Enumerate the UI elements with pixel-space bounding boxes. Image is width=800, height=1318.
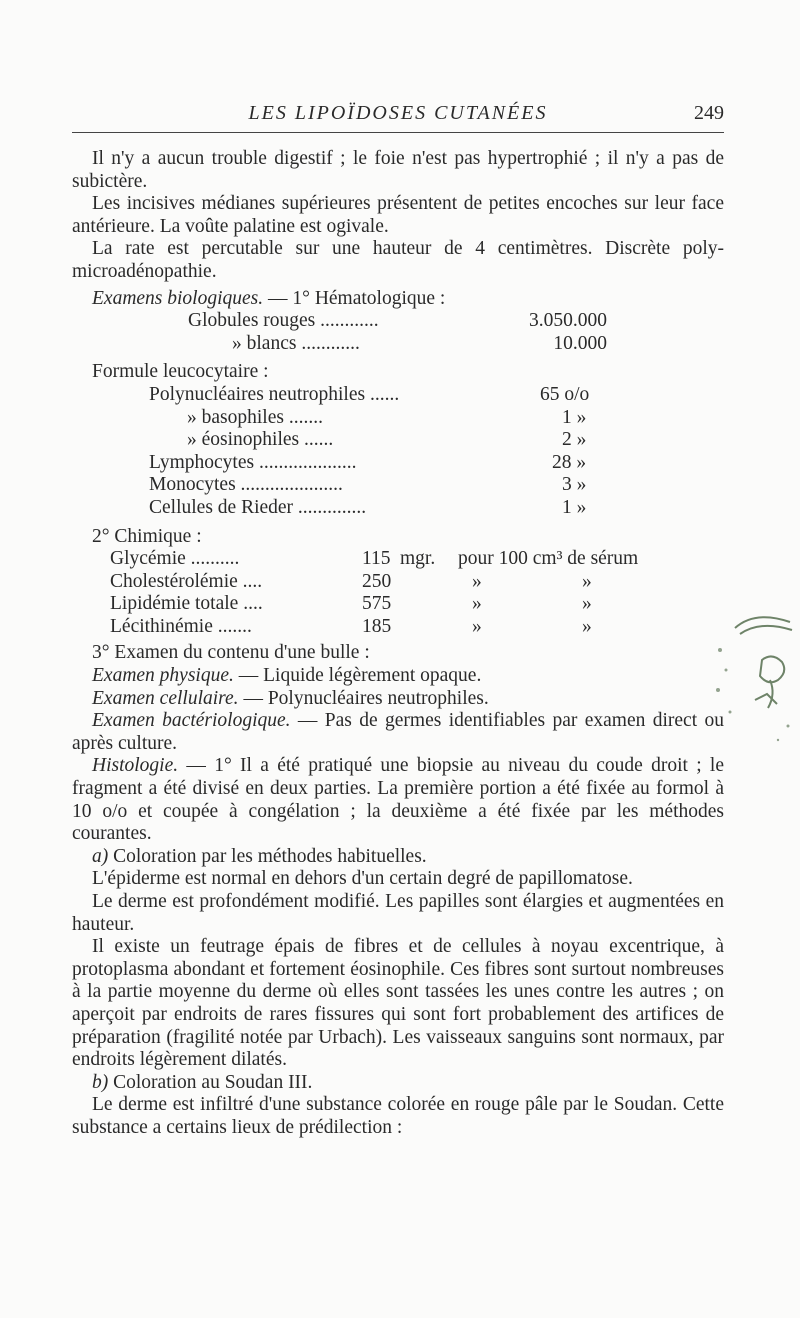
paragraph: Le derme est infiltré d'une substance colorée en rouge pâle par le Soudan. Cette substance a certains lieux de prédilection : bbox=[72, 1094, 724, 1138]
running-header bbox=[72, 102, 724, 133]
formula-value: 2 » bbox=[562, 429, 587, 451]
section-a-heading bbox=[72, 846, 724, 869]
exam-heading-italic: Examens biologiques. bbox=[92, 287, 264, 309]
chem-label: Lipidémie totale .... bbox=[110, 593, 263, 615]
blood-label: Globules rouges ............ bbox=[188, 310, 379, 332]
section-b-title: Coloration au Soudan III. bbox=[113, 1071, 313, 1093]
chem-value: 185 bbox=[362, 615, 392, 637]
formula-label: Monocytes ..................... bbox=[149, 474, 343, 496]
formula-value: 3 » bbox=[562, 474, 587, 496]
formula-value: 1 » bbox=[562, 496, 587, 518]
formula-value: 28 » bbox=[552, 451, 587, 473]
bulle-paragraph bbox=[72, 665, 724, 688]
bulle-paragraph bbox=[72, 710, 724, 755]
chem-row bbox=[72, 548, 724, 571]
blood-row bbox=[72, 333, 724, 356]
chem-row bbox=[72, 616, 724, 639]
blood-row bbox=[72, 310, 724, 333]
paragraph: Les incisives médianes supérieures présentent de petites encoches sur leur face antérieure. La voûte palatine est ogivale. bbox=[72, 193, 724, 237]
formula-row bbox=[72, 452, 724, 475]
formula-label: Lymphocytes .................... bbox=[149, 451, 357, 473]
bulle-italic: Examen cellulaire. bbox=[92, 687, 239, 709]
bulle-rest: — Pas de germes identifiables par examen direct ou après culture. bbox=[72, 710, 724, 754]
formula-label: » basophiles ....... bbox=[187, 406, 323, 428]
chem-ditto: » bbox=[582, 615, 592, 637]
chem-value: 115 bbox=[362, 548, 391, 570]
paragraph: L'épiderme est normal en dehors d'un certain degré de papillomatose. bbox=[92, 868, 633, 890]
bulle-heading: 3° Examen du contenu d'une bulle : bbox=[92, 642, 370, 664]
section-b-heading bbox=[72, 1072, 724, 1095]
chem-heading: 2° Chimique : bbox=[92, 525, 202, 547]
bulle-italic: Examen bactériologique. bbox=[92, 710, 291, 732]
formula-row bbox=[72, 474, 724, 497]
running-title: LES LIPOÏDOSES CUTANÉES bbox=[248, 102, 548, 124]
bulle-paragraph bbox=[72, 688, 724, 711]
chem-ditto: » bbox=[582, 593, 592, 615]
histology-paragraph bbox=[72, 755, 724, 845]
library-stamp-image bbox=[700, 600, 800, 760]
exam-heading-rest: — 1° Hématologique : bbox=[268, 287, 446, 309]
paragraph: La rate est percutable sur une hauteur de 4 centimètres. Discrète poly-microadénopathie. bbox=[72, 238, 724, 282]
chem-label: Cholestérolémie .... bbox=[110, 570, 263, 592]
formula-label: Cellules de Rieder .............. bbox=[149, 496, 367, 518]
formula-row bbox=[72, 497, 724, 520]
chem-value: 575 bbox=[362, 593, 392, 615]
chem-row bbox=[72, 593, 724, 616]
formula-value: 65 o/o bbox=[540, 383, 590, 405]
formula-row bbox=[72, 384, 724, 407]
exam-heading bbox=[72, 288, 724, 311]
section-b-letter: b) bbox=[92, 1071, 109, 1093]
chem-label: Glycémie .......... bbox=[110, 548, 240, 570]
paragraph: Le derme est profondément modifié. Les papilles sont élargies et augmentées en hauteur. bbox=[72, 891, 724, 935]
paragraph: Il existe un feutrage épais de fibres et de cellules à noyau excentrique, à protoplasma abondant et fortement éosinophile. Ces fibres sont surtout nombreuses à la partie moyenne du derme où elles sont tassées les unes contre les autres ; on aperçoit par endroits de rares fissures qui sont fort probablement des artifices de préparation (fragilité notée par Urbach). Les vaisseaux sanguins sont normaux, par endroits légèrement dilatés. bbox=[72, 936, 724, 1071]
histology-italic: Histologie. bbox=[92, 755, 179, 777]
blood-label: » blancs ............ bbox=[232, 332, 360, 354]
bulle-rest: — Liquide légèrement opaque. bbox=[238, 665, 482, 687]
page-number: 249 bbox=[694, 102, 724, 124]
chem-ditto: » bbox=[472, 615, 482, 637]
chem-unit: mgr. bbox=[400, 548, 436, 570]
section-a-letter: a) bbox=[92, 845, 109, 867]
chem-label: Lécithinémie ....... bbox=[110, 615, 252, 637]
paragraph: Il n'y a aucun trouble digestif ; le foie n'est pas hypertrophié ; il n'y a pas de subictère. bbox=[72, 148, 724, 192]
blood-value: 10.000 bbox=[553, 332, 607, 354]
formula-heading: Formule leucocytaire : bbox=[92, 361, 269, 383]
formula-row bbox=[72, 429, 724, 452]
formula-value: 1 » bbox=[562, 406, 587, 428]
histology-rest: — 1° Il a été pratiqué une biopsie au niveau du coude droit ; le fragment a été divisé en deux parties. La première portion a été fixée au formol à 10 o/o et coupée à congélation ; la deuxième a été fixée par les méthodes courantes. bbox=[72, 755, 724, 845]
blood-value: 3.050.000 bbox=[529, 310, 607, 332]
chem-pour: pour 100 cm³ de sérum bbox=[458, 548, 639, 570]
formula-row bbox=[72, 407, 724, 430]
chem-ditto: » bbox=[472, 570, 482, 592]
bulle-italic: Examen physique. bbox=[92, 665, 234, 687]
chem-value: 250 bbox=[362, 570, 392, 592]
chem-ditto: » bbox=[472, 593, 482, 615]
section-a-title: Coloration par les méthodes habituelles. bbox=[113, 845, 427, 867]
bulle-rest: — Polynucléaires neutrophiles. bbox=[243, 687, 489, 709]
formula-label: Polynucléaires neutrophiles ...... bbox=[149, 383, 400, 405]
formula-label: » éosinophiles ...... bbox=[187, 429, 334, 451]
page-body bbox=[72, 148, 724, 1140]
chem-ditto: » bbox=[582, 570, 592, 592]
chem-row bbox=[72, 571, 724, 594]
